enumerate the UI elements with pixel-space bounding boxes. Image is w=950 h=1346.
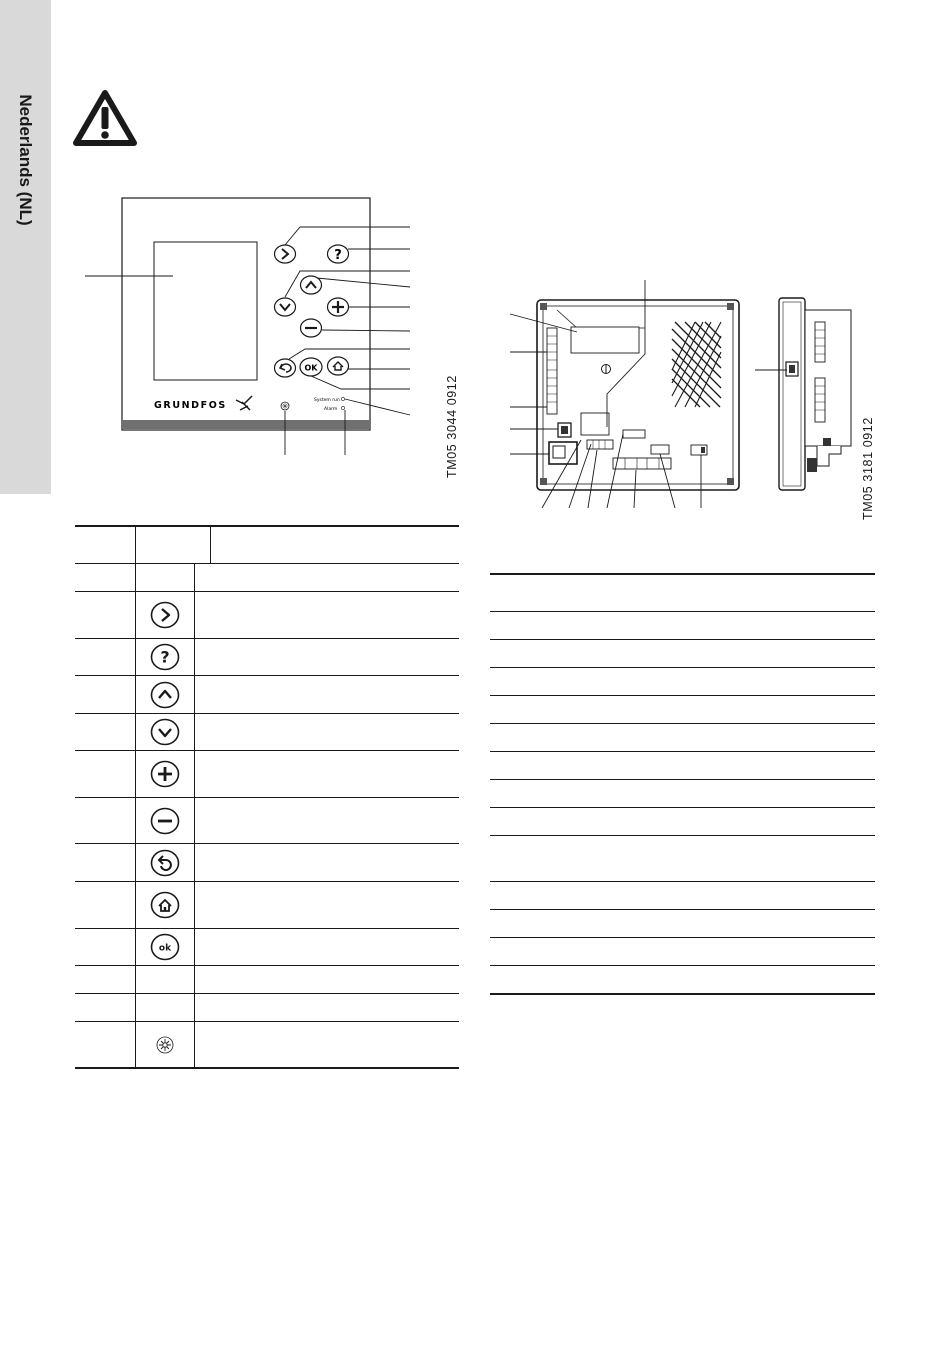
table-icon-cell bbox=[136, 639, 194, 675]
table-icon-cell bbox=[136, 751, 194, 797]
table-row bbox=[75, 994, 459, 1022]
table-icon-cell bbox=[136, 1022, 194, 1067]
warning-triangle-icon bbox=[72, 89, 138, 147]
ok-icon bbox=[148, 932, 182, 962]
ok-glyph: ok bbox=[158, 943, 172, 954]
controller-front-figure bbox=[60, 190, 420, 465]
table-row bbox=[490, 910, 875, 938]
home-icon bbox=[148, 890, 182, 920]
table-row bbox=[75, 751, 459, 798]
table-row bbox=[75, 714, 459, 751]
button-table bbox=[75, 525, 459, 1069]
arrow-right-icon bbox=[148, 600, 182, 630]
help-icon bbox=[148, 642, 182, 672]
side-tab-label: Nederlands (NL) bbox=[16, 94, 35, 226]
arrow-down-icon bbox=[148, 717, 182, 747]
table-icon-cell bbox=[136, 564, 194, 591]
table-icon-cell bbox=[136, 676, 194, 713]
plus-icon bbox=[148, 759, 182, 789]
table-row bbox=[490, 612, 875, 640]
front-button-right bbox=[275, 245, 296, 263]
arrow-up-icon bbox=[148, 680, 182, 710]
table-row bbox=[75, 639, 459, 676]
table-row bbox=[490, 752, 875, 780]
table-row bbox=[490, 640, 875, 668]
table-row bbox=[75, 844, 459, 882]
table-row bbox=[490, 668, 875, 696]
ok-button-label: OK bbox=[304, 363, 318, 373]
table-icon-cell bbox=[136, 714, 194, 750]
table-row bbox=[490, 882, 875, 910]
language-side-tab bbox=[0, 0, 51, 494]
table-icon-cell bbox=[136, 592, 194, 638]
table-icon-cell bbox=[136, 844, 194, 881]
light-sensor-icon bbox=[148, 1030, 182, 1060]
table-row bbox=[75, 676, 459, 714]
table-row bbox=[75, 592, 459, 639]
table-icon-cell bbox=[136, 882, 194, 928]
table-row bbox=[490, 724, 875, 752]
back-icon bbox=[148, 848, 182, 878]
table-row bbox=[490, 966, 875, 995]
table-row bbox=[490, 780, 875, 808]
table-row bbox=[75, 1022, 459, 1069]
table-icon-cell bbox=[136, 966, 194, 993]
table-row bbox=[490, 808, 875, 836]
led-label-alarm: Alarm bbox=[324, 407, 338, 412]
table-row bbox=[75, 798, 459, 844]
table-row bbox=[490, 836, 875, 882]
table-row bbox=[75, 929, 459, 966]
table-header-row bbox=[75, 527, 459, 564]
table-row bbox=[490, 938, 875, 966]
svg-text:?: ? bbox=[160, 647, 170, 667]
table-row bbox=[490, 696, 875, 724]
table-icon-cell bbox=[136, 929, 194, 965]
grundfos-brand: GRUNDFOS bbox=[154, 400, 227, 411]
table-row bbox=[75, 564, 459, 592]
connector-table bbox=[490, 573, 875, 995]
table-row bbox=[75, 966, 459, 994]
minus-icon bbox=[148, 806, 182, 836]
figure2-code: TM05 3181 0912 bbox=[861, 417, 875, 520]
table-icon-cell bbox=[136, 994, 194, 1021]
table-row bbox=[75, 882, 459, 929]
controller-back-figure bbox=[495, 270, 865, 515]
table-row bbox=[490, 575, 875, 612]
led-label-system-run: System run bbox=[314, 398, 340, 403]
svg-text:?: ? bbox=[334, 248, 342, 263]
figure1-code: TM05 3044 0912 bbox=[445, 375, 459, 478]
table-icon-cell bbox=[136, 798, 194, 843]
